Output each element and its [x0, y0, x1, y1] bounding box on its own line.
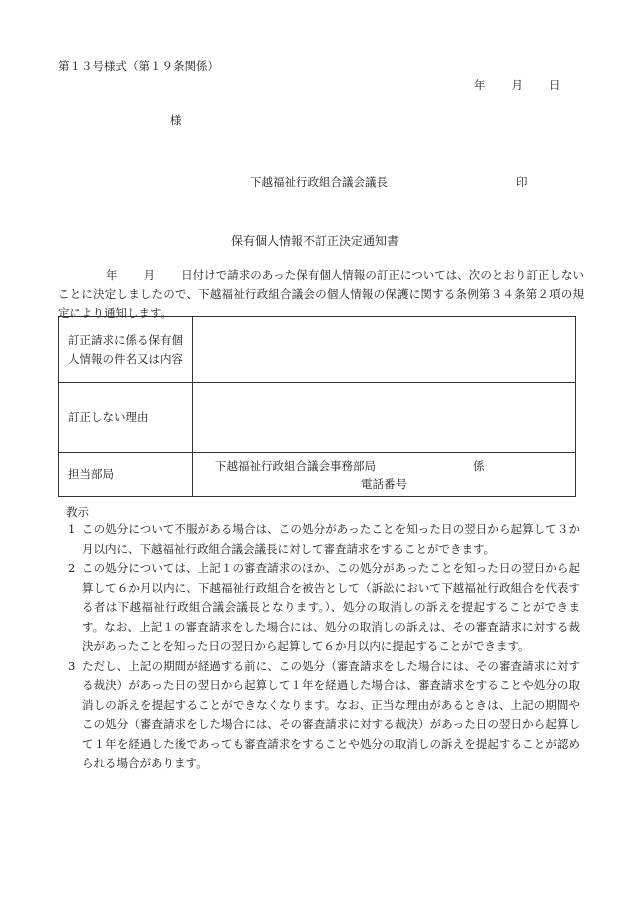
- phone-number-label: 電話番号: [361, 476, 407, 491]
- instruction-number: 2: [68, 561, 76, 575]
- department-label: 担当部局: [59, 453, 193, 497]
- date-year: 年: [474, 78, 486, 92]
- info-table: [58, 316, 576, 497]
- instruction-item: [66, 520, 580, 559]
- section-suffix: 係: [473, 458, 485, 473]
- body-date-year: 年: [106, 268, 118, 282]
- subject-label: 訂正請求に係る保有個人情報の件名又は内容: [59, 317, 193, 383]
- date-line: [474, 77, 561, 93]
- table-row: [59, 317, 576, 383]
- instruction-item: [66, 559, 580, 657]
- issuer-name: 下越福祉行政組合議会議長: [250, 175, 388, 189]
- department-value: [193, 453, 576, 497]
- instruction-text: ただし、上記の期間が経過する前に、この処分（審査請求をした場合には、その審査請求に対する裁決）があった日の翌日から起算して１年を経過した場合は、審査請求をすることや処分の取消しの訴えを提起することができなくなります。なお、正当な理由があるときは、上記の期間やこの処分（審査請求をした場合には、その審査請求に対する裁決）があった日の翌日から起算して１年を経過した後であっても審査請求をすることや処分の取消しの訴えを提起することが認められる場合があります。: [82, 658, 580, 770]
- instruction-number: 1: [68, 522, 76, 536]
- reason-label: 訂正しない理由: [59, 383, 193, 453]
- addressee-suffix: 様: [170, 113, 182, 127]
- table-row: [59, 383, 576, 453]
- instruction-number: 3: [68, 658, 76, 673]
- instructions-list: [66, 520, 580, 774]
- date-month: 月: [511, 78, 523, 92]
- form-number: 第１３号様式（第１９条関係）: [58, 59, 219, 73]
- seal-mark: 印: [516, 175, 528, 189]
- body-paragraph: [58, 266, 584, 323]
- body-text: 日付けで請求のあった保有個人情報の訂正については、次のとおり訂正しないことに決定しましたので、下越福祉行政組合議会の個人情報の保護に関する条例第３４条第２項の規定により通知します。: [58, 268, 585, 320]
- instruction-item: [66, 657, 580, 774]
- instructions-heading: 教示: [66, 505, 89, 519]
- department-name: 下越福祉行政組合議会事務部局: [215, 458, 376, 473]
- body-date-month: 月: [143, 268, 156, 282]
- table-row: [59, 453, 576, 497]
- reason-value[interactable]: [193, 383, 576, 453]
- date-day: 日: [549, 78, 561, 92]
- document-title: 保有個人情報不訂正決定通知書: [230, 234, 399, 248]
- subject-value[interactable]: [193, 317, 576, 383]
- instruction-text: この処分について不服がある場合は、この処分があったことを知った日の翌日から起算して３か月以内に、下越福祉行政組合議会議長に対して審査請求をすることができます。: [82, 522, 580, 556]
- instruction-text: この処分については、上記１の審査請求のほか、この処分があったことを知った日の翌日から起算して６か月以内に、下越福祉行政組合を被告として（訴訟において下越福祉行政組合を代表する者は下越福祉行政組合議会議長となります。）、処分の取消しの訴えを提起することができます。なお、上記１の審査請求をした場合には、処分の取消しの訴えは、その審査請求に対する裁決があったことを知った日の翌日から起算して６か月以内に提起することができます。: [82, 561, 580, 653]
